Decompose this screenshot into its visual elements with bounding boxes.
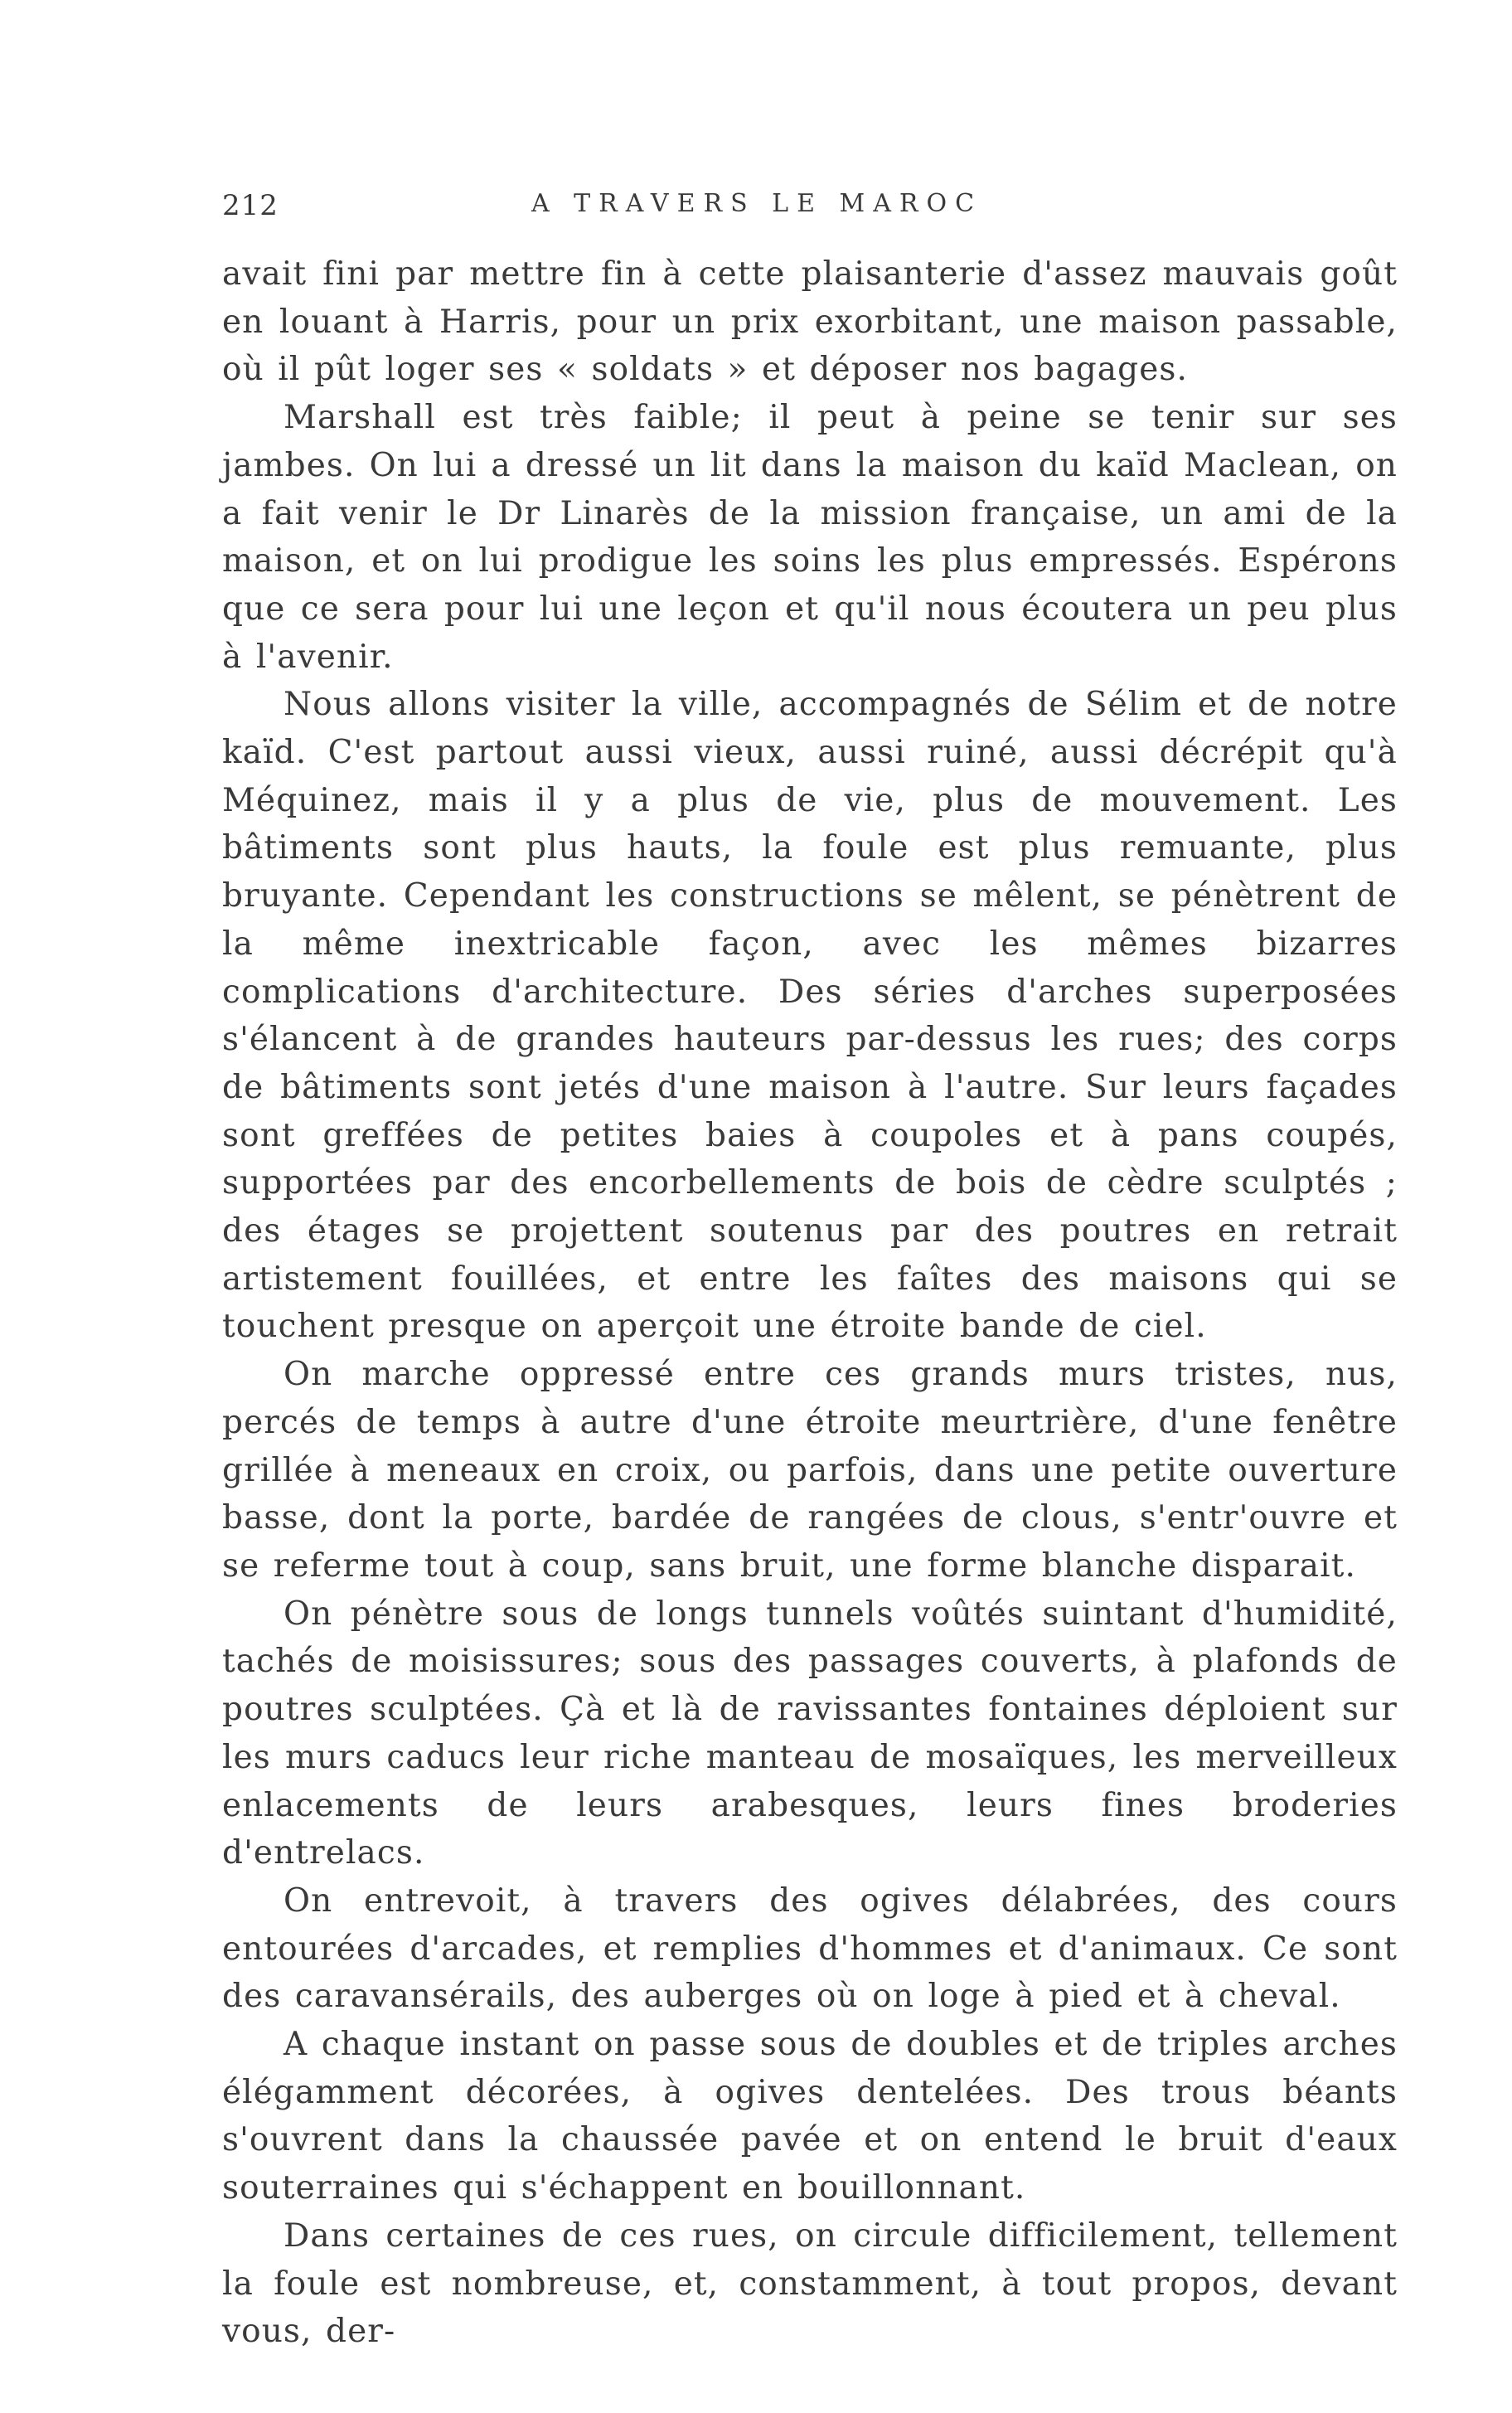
paragraph: On pénètre sous de longs tunnels voûtés suintant d'humidité, tachés de moisissures; sous des passages couverts, à plafonds de poutres sculptées. Çà et là de ravissantes fontaines déploient sur les murs caducs leur riche manteau de mosaïques, les merveilleux enlacements de leurs arabesques, leurs fines broderies d'entrelacs. (222, 1595, 1398, 1872)
paragraph: Marshall est très faible; il peut à peine se tenir sur ses jambes. On lui a dressé un lit dans la maison du kaïd Maclean, on a fait venir le Dr Linarès de la mission française, un ami de la maison, et on lui prodigue les soins les plus empressés. Espérons que ce sera pour lui une leçon et qu'il nous écoutera un peu plus à l'avenir. (222, 399, 1398, 676)
paragraph: Nous allons visiter la ville, accompagnés de Sélim et de notre kaïd. C'est partout aussi vieux, aussi ruiné, aussi décrépit qu'à Méquinez, mais il y a plus de vie, plus de mouvement. Les bâtiments sont plus hauts, la foule est plus remuante, plus bruyante. Cependant les constructions se mêlent, se pénètrent de la même inextricable façon, avec les mêmes bizarres complications d'architecture. Des séries d'arches superposées s'élancent à de grandes hauteurs par-dessus les rues; des corps de bâtiments sont jetés d'une maison à l'autre. Sur leurs façades sont greffées de petites baies à coupoles et à pans coupés, supportées par des encorbellements de bois de cèdre sculptés ; des étages se projettent soutenus par des poutres en retrait artistement fouillées, et entre les faîtes des maisons qui se touchent presque on aperçoit une étroite bande de ciel. (222, 686, 1398, 1346)
body-text (222, 250, 1398, 2356)
paragraph: avait fini par mettre fin à cette plaisanterie d'assez mauvais goût en louant à Harris, pour un prix exorbitant, une maison passable, où il pût loger ses « soldats » et déposer nos bagages. (222, 255, 1398, 389)
paragraph: On entrevoit, à travers des ogives délabrées, des cours entourées d'arcades, et remplies d'hommes et d'animaux. Ce sont des caravansérails, des auberges où on loge à pied et à cheval. (222, 1881, 1398, 2016)
page-number: 212 (222, 189, 279, 222)
page-header (222, 189, 1292, 231)
paragraph: On marche oppressé entre ces grands murs tristes, nus, percés de temps à autre d'une étroite meurtrière, d'une fenêtre grillée à meneaux en croix, ou parfois, dans une petite ouverture basse, dont la porte, bardée de rangées de clous, s'entr'ouvre et se referme tout à coup, sans bruit, une forme blanche disparait. (222, 1356, 1398, 1585)
paragraph: Dans certaines de ces rues, on circule difficilement, tellement la foule est nombreuse, et, constamment, à tout propos, devant vous, der- (222, 2216, 1398, 2351)
running-title: A TRAVERS LE MAROC (531, 189, 983, 218)
paragraph: A chaque instant on passe sous de doubles et de triples arches élégamment décorées, à ogives dentelées. Des trous béants s'ouvrent dans la chaussée pavée et on entend le bruit d'eaux souterraines qui s'échappent en bouillonnant. (222, 2026, 1398, 2207)
